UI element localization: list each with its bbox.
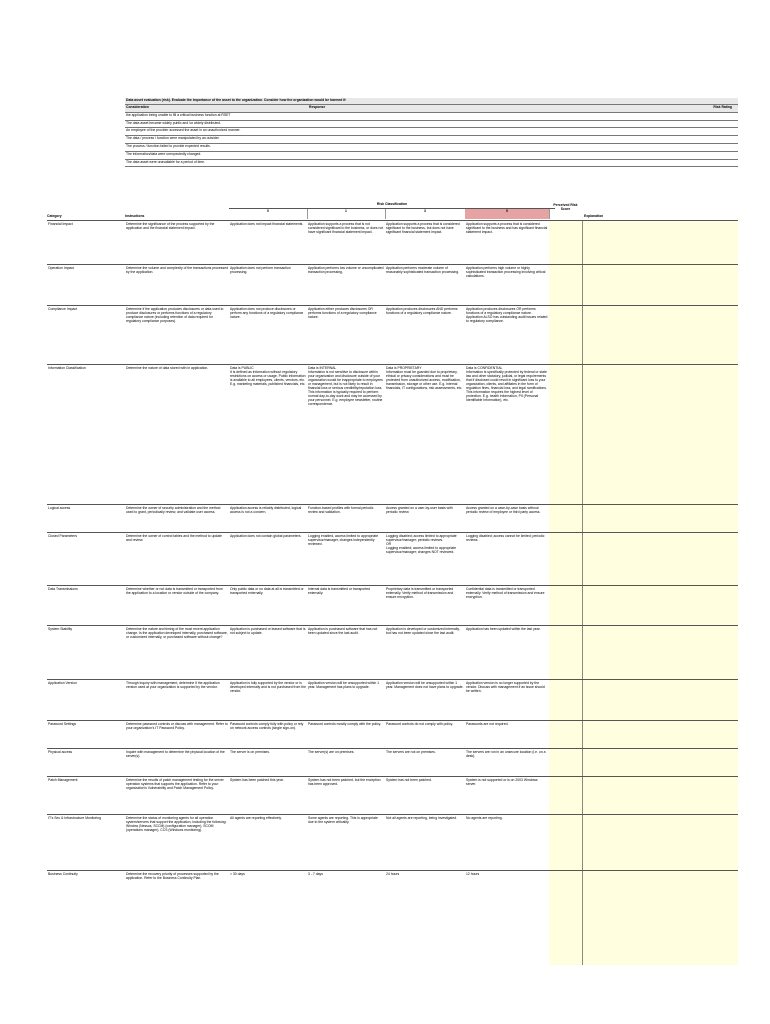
- level-0-cell: > 30 days: [230, 871, 245, 876]
- category-cell: Application Version: [48, 680, 77, 685]
- level-3-cell: Application is developed or customized internally, but has not been updated since the last audit.: [386, 626, 460, 635]
- explanation-input-cell[interactable]: [582, 721, 738, 748]
- level-5-cell: No agents are reporting.: [466, 815, 503, 820]
- instructions-header: Instructions: [125, 214, 145, 218]
- table-row: [47, 364, 738, 504]
- category-header: Category: [47, 214, 62, 218]
- level-1-cell: Some agents are reporting. This is appropriate due to the system criticality.: [308, 815, 378, 824]
- table-header: [47, 202, 738, 220]
- level-5-cell: Application supports a process that is considered significant to the business and has significant financial statement impact.: [466, 221, 548, 234]
- instructions-cell: Through inquiry with management, determine if the application version used at your organization is supported by the vendor.: [126, 680, 220, 689]
- level-5-cell: Confidential data is transmitted or transported externally. Verify method of transmission and ensure encryption.: [466, 586, 545, 599]
- instructions-cell: Inquire with management to determine the physical location of the server(s).: [126, 749, 225, 758]
- level-0-header: 0: [229, 209, 308, 219]
- consideration-item: the application being unable to fill a critical business function at RSET: [126, 112, 231, 117]
- category-cell: Patch Management: [48, 777, 78, 782]
- level-0-cell: Application does not contain global parameters.: [230, 533, 302, 538]
- explanation-input-cell[interactable]: [582, 265, 738, 305]
- risk-score-input-cell[interactable]: [549, 777, 582, 814]
- level-1-cell: The server(s) are on premises.: [308, 749, 355, 754]
- level-3-cell: Password controls do not comply with policy.: [386, 721, 454, 726]
- level-3-cell: 24 hours: [386, 871, 400, 876]
- table-row: [47, 720, 738, 748]
- consideration-item: The data asset were unavailable for a period of time.: [126, 159, 205, 164]
- response-header: Response: [309, 105, 326, 109]
- level-0-cell: Application access is reliably distributed, logical access is not a concern.: [230, 505, 302, 514]
- level-3-cell: Data is PROPRIETARY Information must be guarded due to proprietary, ethical or privacy considerations and must be protected from unauthorized access, modification, transmission, storage or other use. E.g. Internal financials, IT configurations, risk assessments, etc.: [386, 365, 463, 390]
- level-3-cell: Application produces disclosures AND performs functions of a regulatory compliance nature.: [386, 306, 458, 315]
- level-5-cell: 12 hours: [466, 871, 480, 876]
- instructions-cell: Determine the nature of data stored with in application.: [126, 365, 209, 370]
- risk-score-input-cell[interactable]: [549, 306, 582, 364]
- instructions-cell: Determine the owner of security administration and the method used to grant, periodically review, and validate user access.: [126, 505, 221, 514]
- instructions-cell: Determine the significance of the process supported by the application and the financial statement impact.: [126, 221, 215, 230]
- instructions-cell: Determine if the application produces disclosures or data used to produce disclosures or performs functions of a regulatory compliance nature (including retention of data required for regulatory compliance purposes).: [126, 306, 224, 323]
- level-0-cell: Application does not produce disclosures or perform any functions of a regulatory compliance nature.: [230, 306, 304, 319]
- level-5-cell: Access granted on a case-by-case basis without periodic review of employee or third party access.: [466, 505, 541, 514]
- table-body: [47, 220, 738, 965]
- consideration-item: An employee of the provider accessed the asset in an unauthorized manner.: [126, 128, 241, 133]
- category-cell: Business Continuity: [48, 871, 78, 876]
- risk-classification-title: Risk Classification: [229, 202, 555, 209]
- level-0-cell: Application is fully supported by the vendor or is developed internally and is not purchased from the vendor.: [230, 680, 306, 693]
- explanation-input-cell[interactable]: [582, 365, 738, 504]
- risk-classification-table: [47, 202, 738, 965]
- explanation-input-cell[interactable]: [582, 749, 738, 776]
- consideration-item: The information/data were unexpectedly changed.: [126, 151, 202, 156]
- level-1-cell: Application either produces disclosures OR performs functions of a regulatory compliance nature.: [308, 306, 377, 319]
- level-5-cell: Passwords are not required.: [466, 721, 509, 726]
- category-cell: Information Classification: [48, 365, 86, 370]
- level-5-cell: The servers are run in an unsecure location (i.e. on a desk).: [466, 749, 546, 758]
- table-row: [47, 679, 738, 720]
- level-1-cell: Logging enabled, access limited to appropriate supervisor/manager, changes independently reviewed.: [308, 533, 379, 546]
- level-0-cell: The server is on premises.: [230, 749, 270, 754]
- level-1-cell: Password controls mostly comply with the policy.: [308, 721, 382, 726]
- category-cell: Data Transmissions: [48, 586, 78, 591]
- table-row: [47, 814, 738, 870]
- level-1-cell: Application is purchased software that has not been updated since the last audit.: [308, 626, 378, 635]
- level-0-cell: Application is purchased or leased software that is not subject to update.: [230, 626, 306, 635]
- category-cell: System Stability: [48, 626, 73, 631]
- table-row: [47, 264, 738, 305]
- instructions-cell: Determine whether or not data is transmitted or transported from the application to a location or vendor outside of the company.: [126, 586, 223, 595]
- risk-score-input-cell[interactable]: [549, 265, 582, 305]
- risk-rating-header: Risk Rating: [713, 105, 732, 109]
- level-5-cell: Application performs high volume or highly sophisticated transaction processing involving critical calculations.: [466, 265, 546, 278]
- table-row: [47, 870, 738, 965]
- level-0-cell: Only public data or no data at all is transmitted or transported externally.: [230, 586, 304, 595]
- level-3-cell: Application version will be unsupported within 1 year. Management does not have plans to upgrade.: [386, 680, 464, 689]
- consideration-header: Consideration: [126, 105, 149, 109]
- explanation-input-cell[interactable]: [582, 626, 738, 679]
- consideration-item: The process / function failed to provide expected results.: [126, 143, 211, 148]
- level-5-cell: Logging disabled; access cannot be limited; periodic reviews.: [466, 533, 545, 542]
- level-5-cell: Application produces disclosures OR performs functions of a regulatory compliance nature. Application ALSO has outstanding audit issues related to regulatory compliance.: [466, 306, 548, 323]
- level-3-cell: Application supports a process that is considered significant to the business, but does not have significant financial statement impact.: [386, 221, 460, 234]
- consideration-item: The data asset became widely public and /or widely distributed.: [126, 120, 221, 125]
- table-row: [47, 504, 738, 532]
- level-5-cell: Data is CONFIDENTIAL Information is specifically protected by federal or state law and other statutory, judicial, or legal requirements that if disclosed could result in significant loss to your organization, clients, and affiliates in the form of regulation fines, financial loss, and legal ramifications. This information requires the highest level of protection. E.g. health information, PII (Personal Identifiable Information), etc.: [466, 365, 547, 403]
- category-cell: Compliance Impact: [48, 306, 78, 311]
- instructions-cell: Determine the owner of control tables and the method to update and review.: [126, 533, 222, 542]
- instructions-cell: Determine the volume and complexity of the transactions processed by the application.: [126, 265, 228, 274]
- table-row: [47, 748, 738, 776]
- consideration-item: The data / process / function were manipulated by an outsider.: [126, 136, 220, 141]
- level-3-cell: Access granted on a user-by-user basis with periodic review.: [386, 505, 453, 514]
- level-1-cell: Data is INTERNAL Information is not sensitive to disclosure within your organization and disclosure outside of your organization would be inappropriate to employees or management, but is not likely to result in financial loss or serious credibility/reputation loss. This information is typically required to perform normal day-to-day work and may be accessed by your personnel. E.g. employee newsletter, routine correspondence.: [308, 365, 383, 407]
- level-3-cell: Application performs moderate volume of reasonably sophisticated transaction processing.: [386, 265, 460, 274]
- category-cell: Logical access: [48, 505, 71, 510]
- risk-score-input-cell[interactable]: [549, 815, 582, 870]
- risk-score-input-cell[interactable]: [549, 586, 582, 625]
- level-1-cell: Function-based profiles with formal periodic review and validation.: [308, 505, 374, 514]
- explanation-input-cell[interactable]: [582, 306, 738, 364]
- asset-evaluation-block: [125, 98, 738, 167]
- level-5-header: 5: [465, 209, 550, 219]
- category-cell: Closed Parameters: [48, 533, 78, 538]
- risk-score-input-cell[interactable]: [549, 749, 582, 776]
- level-0-cell: Application does not impact financial statements.: [230, 221, 304, 226]
- explanation-input-cell[interactable]: [582, 505, 738, 532]
- level-1-cell: Internal data is transmitted or transported externally.: [308, 586, 371, 595]
- level-0-cell: Data is PUBLIC It is defined as information without regulatory restrictions on access or usage. Public information is available to all employees, clients, vendors, etc. E.g. marketing materials, published financials, etc.: [230, 365, 306, 386]
- level-3-cell: The servers are not on premises.: [386, 749, 436, 754]
- instructions-cell: Determine password controls or discuss with management. Refer to your organization's IT Password Policy.: [126, 721, 228, 730]
- level-3-cell: System has not been patched.: [386, 777, 432, 782]
- level-5-cell: Application version is no longer supported by the vendor. Discuss with management if an issue should be written.: [466, 680, 545, 693]
- risk-score-input-cell[interactable]: [549, 365, 582, 504]
- risk-score-input-cell[interactable]: [549, 505, 582, 532]
- table-row: [47, 776, 738, 814]
- table-row: [47, 625, 738, 679]
- risk-score-input-cell[interactable]: [549, 871, 582, 965]
- risk-score-input-cell[interactable]: [549, 221, 582, 264]
- explanation-input-cell[interactable]: [582, 871, 738, 965]
- explanation-input-cell[interactable]: [582, 815, 738, 870]
- table-row: [47, 220, 738, 264]
- table-row: [47, 305, 738, 364]
- level-1-cell: Application performs low volume or uncomplicated transaction processing.: [308, 265, 384, 274]
- level-3-cell: Logging disabled; access limited to appropriate supervisor/manager; periodic reviews. OR Logging enabled; access limited to appropriate supervisor/manager; changes NOT reviewed.: [386, 533, 457, 554]
- table-row: [47, 585, 738, 625]
- table-row: [47, 532, 738, 585]
- category-cell: Financial Impact: [48, 221, 73, 226]
- level-0-cell: System has been patched this year.: [230, 777, 284, 782]
- explanation-input-cell[interactable]: [582, 680, 738, 720]
- level-0-cell: All agents are reporting effectively.: [230, 815, 282, 820]
- perceived-risk-score-header: Perceived Risk Score: [553, 203, 578, 212]
- level-5-cell: Application has been updated within the last year.: [466, 626, 541, 631]
- level-3-cell: Not all agents are reporting, being investigated.: [386, 815, 458, 820]
- category-cell: Physical access: [48, 749, 73, 754]
- level-1-cell: Application supports a process that is not considered significant to the business, or does not have significant financial statement impact.: [308, 221, 384, 234]
- risk-score-input-cell[interactable]: [549, 626, 582, 679]
- level-1-cell: Application version will be unsupported within 1 year. Management has plans to upgrade.: [308, 680, 380, 689]
- instructions-cell: Determine the recovery priority of processes supported by the application. Refer to the Business Continuity Plan.: [126, 871, 219, 880]
- instructions-cell: Determine the status of monitoring agents for all operation system/servers that support the application, including the following: Window (Nessus, SCCM) (configuration manager), SCOM (operations manager), CCS (Windows monitoring).: [126, 815, 227, 832]
- level-0-cell: Application does not perform transaction processing.: [230, 265, 291, 274]
- level-3-header: 3: [385, 209, 466, 219]
- instructions-cell: Determine the nature and timing of the most recent application change. Is the application developed internally, purchased software, or customized internally, or purchased software without change?: [126, 626, 228, 639]
- explanation-input-cell[interactable]: [582, 777, 738, 814]
- risk-score-input-cell[interactable]: [549, 721, 582, 748]
- instructions-cell: Determine the results of patch management testing for the server operation systems that supports the application. Refer to your organization's Vulnerability and Patch Management Policy.: [126, 777, 224, 790]
- risk-score-input-cell[interactable]: [549, 680, 582, 720]
- explanation-input-cell[interactable]: [582, 586, 738, 625]
- level-3-cell: Proprietary data is transmitted or transported externally. Verify method of transmission and ensure encryption.: [386, 586, 454, 599]
- level-5-cell: System is not supported or is on 2003 Windows server.: [466, 777, 538, 786]
- asset-evaluation-title: Data asset evaluation (risk). Evaluate the importance of the asset to the organization. Consider how the organization would be harmed if:: [126, 98, 347, 102]
- risk-score-input-cell[interactable]: [549, 533, 582, 585]
- level-1-cell: 3 - 7 days: [308, 871, 323, 876]
- category-cell: Password Settings: [48, 721, 77, 726]
- category-cell: Operation Impact: [48, 265, 75, 270]
- explanation-input-cell[interactable]: [582, 221, 738, 264]
- level-1-header: 1: [307, 209, 386, 219]
- explanation-header: Explanation: [584, 214, 604, 218]
- level-1-cell: System has not been patched, but the exception has been approved.: [308, 777, 381, 786]
- category-cell: IT's Sec & Infrastructure Monitoring: [48, 815, 102, 820]
- explanation-input-cell[interactable]: [582, 533, 738, 585]
- level-0-cell: Password controls comply fully with policy or rely on network access controls (single sign-on).: [230, 721, 304, 730]
